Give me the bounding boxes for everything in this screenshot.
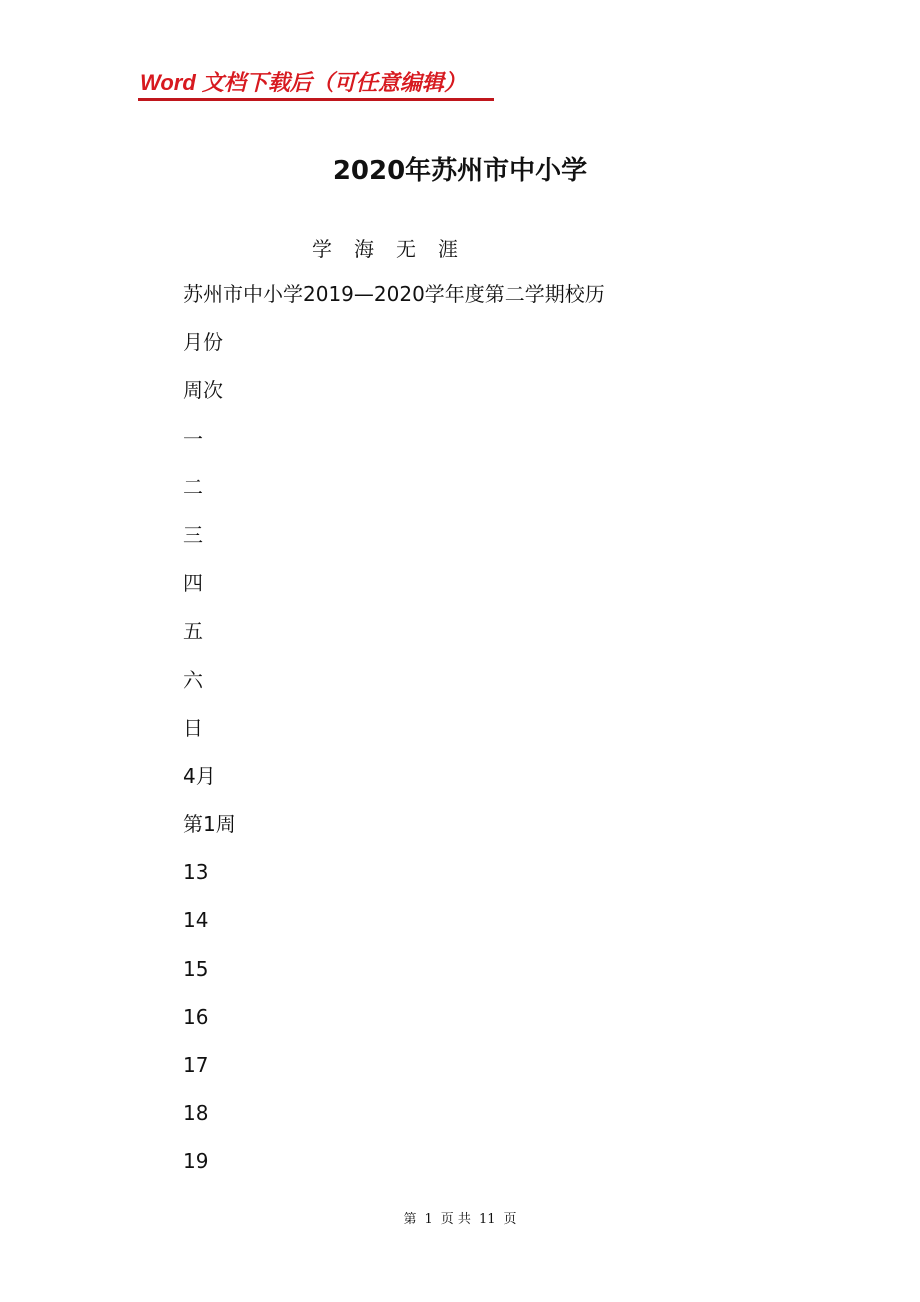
motto-text: 学海无涯 [312,237,480,261]
line-weekday-wed: 三 [183,522,203,547]
line-weekday-thu: 四 [183,571,203,596]
download-banner [138,62,494,101]
line-day: 16 [183,1004,209,1029]
banner-text: Word 文档下载后（可任意编辑） [140,70,466,95]
page-footer [0,1208,920,1227]
line-day: 17 [183,1053,209,1077]
line-weekday-sun: 日 [183,715,203,740]
line-weekday-mon: 一 [183,426,203,451]
line-weekday-fri: 五 [183,619,203,644]
document-title: 2020年苏州市中小学 [332,156,588,186]
line-week-label: 周次 [183,378,223,403]
line-day: 13 [183,860,209,885]
footer-total-pages: 11 [478,1212,496,1227]
line-weekday-tue: 二 [183,474,203,499]
line-day: 15 [183,956,209,981]
line-weekday-sat: 六 [183,667,203,692]
footer-middle: 页 共 [440,1212,471,1227]
line-month-april: 4月 [183,763,216,788]
footer-prefix: 第 [403,1212,417,1227]
content-lines [183,281,605,1197]
footer-page-number: 1 [424,1212,433,1227]
line-month-label: 月份 [183,330,223,355]
line-week-1: 第1周 [183,812,236,837]
line-day: 18 [183,1101,209,1126]
line-calendar-heading: 苏州市中小学2019—2020学年度第二学期校历 [183,282,605,306]
line-day: 14 [183,908,209,933]
footer-suffix: 页 [503,1212,517,1227]
line-day: 19 [183,1149,209,1174]
